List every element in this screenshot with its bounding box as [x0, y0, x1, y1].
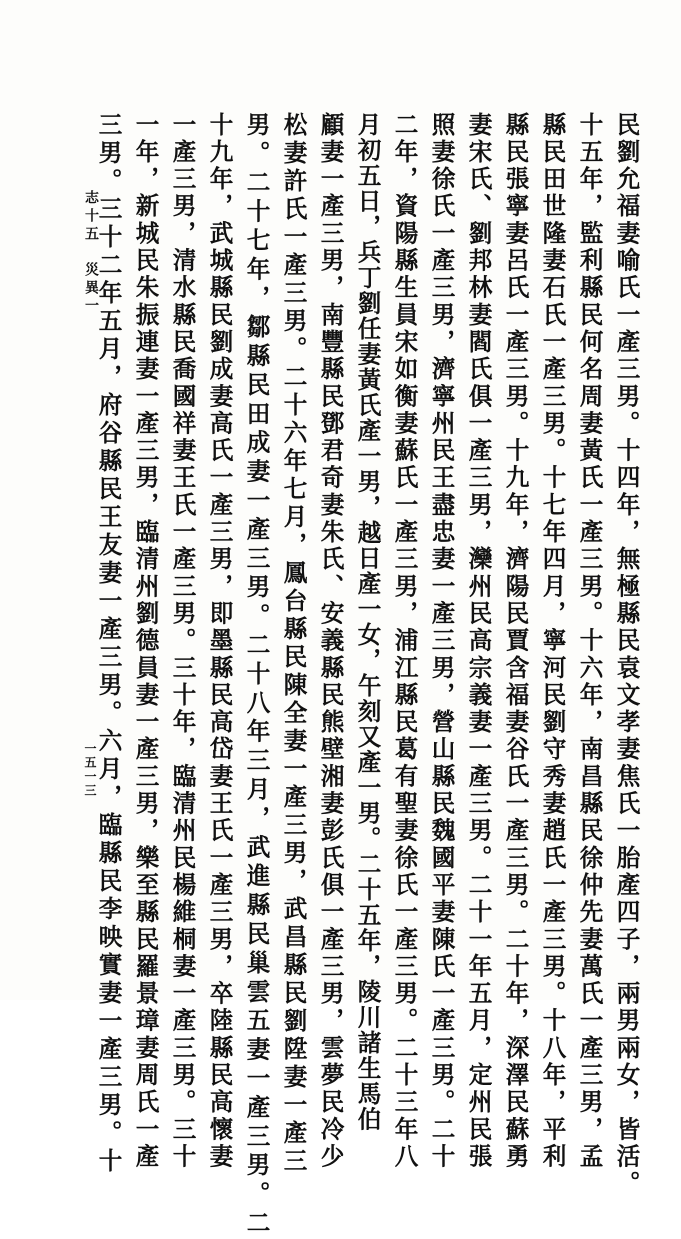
page-number: 一五一三 — [83, 742, 97, 798]
text-column-15: 三男。三十二年五月，府谷縣民王友妻一產三男。六月，臨縣民李映實妻一產三男。十 — [94, 112, 123, 1176]
text-column-4: 縣民張寧妻呂氏一產三男。十九年，濟陽民賈含福妻谷氏一產三男。二十年，深澤民蘇勇 — [501, 112, 530, 1171]
text-column-13: 一產三男，清水縣民喬國祥妻王氏一產三男。三十年，臨清州民楊維桐妻一產三男。三十 — [168, 112, 197, 1171]
text-column-6: 照妻徐氏一產三男，濟寧州民王盡忠妻一產三男，營山縣民魏國平妻陳氏一產三男。二十 — [427, 112, 456, 1171]
text-column-7: 二年，資陽縣生員宋如衡妻蘇氏一產三男，浦江縣民葛有聖妻徐氏一產三男。二十三年八 — [390, 112, 419, 1171]
running-head-section: 災異一 — [83, 262, 99, 316]
text-column-8: 月初五日，兵丁劉任妻黃氏產一男，越日產一女，午刻又產一男。二十五年，陵川諸生馬伯 — [353, 112, 382, 1132]
text-column-11: 男。二十七年，鄒縣民田成妻一產三男。二十八年三月，武進縣民巢雲五妻一產三男。二 — [242, 112, 271, 1239]
text-column-14: 一年，新城民朱振連妻一產三男，臨清州劉德員妻一產三男，樂至縣民羅景璋妻周氏一產 — [131, 112, 160, 1171]
text-column-1: 民劉允福妻喻氏一產三男。十四年，無極縣民袁文孝妻焦氏一胎產四子，兩男兩女，皆活。 — [612, 112, 641, 1198]
text-column-2: 十五年，監利縣民何名周妻黃氏一產三男。十六年，南昌縣民徐仲先妻萬氏一產三男，孟 — [575, 112, 604, 1171]
text-column-10: 松妻許氏一產三男。二十六年七月，鳳台縣民陳全妻一產三男，武昌縣民劉陞妻一產三 — [279, 112, 308, 1176]
running-head-volume: 志十五 — [83, 190, 99, 244]
text-column-3: 縣民田世隆妻石氏一產三男。十七年四月，寧河民劉守秀妻趙氏一產三男。十八年，平利 — [538, 112, 567, 1171]
text-column-5: 妻宋氏、劉邦林妻閻氏俱一產三男，灤州民高宗義妻一產三男。二十一年五月，定州民張 — [464, 112, 493, 1171]
text-column-12: 十九年，武城縣民劉成妻高氏一產三男，即墨縣民高岱妻王氏一產三男，卒陸縣民高懷妻 — [205, 112, 234, 1171]
text-column-9: 顧妻一產三男，南豐縣民鄧君奇妻朱氏、安義縣民熊壁湘妻彭氏俱一產三男，雲夢民冷少 — [316, 112, 345, 1171]
